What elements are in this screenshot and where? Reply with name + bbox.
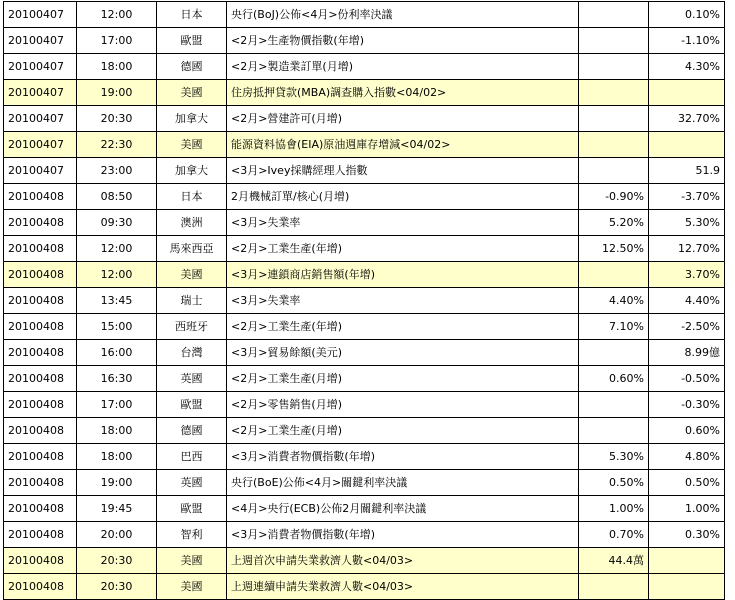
time-cell[interactable]: 17:00 (77, 28, 157, 54)
date-cell[interactable]: 20100408 (4, 340, 77, 366)
forecast-value-cell[interactable] (649, 574, 725, 600)
time-cell[interactable]: 16:00 (77, 340, 157, 366)
previous-value-cell[interactable] (579, 80, 649, 106)
previous-value-cell[interactable]: 12.50% (579, 236, 649, 262)
forecast-value-cell[interactable]: 4.80% (649, 444, 725, 470)
table-row[interactable] (4, 470, 725, 496)
forecast-value-cell[interactable]: 4.30% (649, 54, 725, 80)
country-cell[interactable]: 加拿大 (157, 106, 227, 132)
event-cell[interactable]: <2月>生產物價指數(年增) (227, 28, 579, 54)
table-row[interactable] (4, 184, 725, 210)
time-cell[interactable]: 23:00 (77, 158, 157, 184)
table-row[interactable] (4, 80, 725, 106)
time-cell[interactable]: 20:30 (77, 548, 157, 574)
previous-value-cell[interactable]: 5.30% (579, 444, 649, 470)
country-cell[interactable]: 英國 (157, 366, 227, 392)
date-cell[interactable]: 20100407 (4, 158, 77, 184)
table-row[interactable] (4, 2, 725, 28)
time-cell[interactable]: 19:00 (77, 470, 157, 496)
event-cell[interactable]: <2月>零售銷售(月增) (227, 392, 579, 418)
date-cell[interactable]: 20100407 (4, 54, 77, 80)
previous-value-cell[interactable] (579, 340, 649, 366)
country-cell[interactable]: 澳洲 (157, 210, 227, 236)
previous-value-cell[interactable]: 5.20% (579, 210, 649, 236)
date-cell[interactable]: 20100407 (4, 2, 77, 28)
forecast-value-cell[interactable]: 8.99億 (649, 340, 725, 366)
time-cell[interactable]: 15:00 (77, 314, 157, 340)
forecast-value-cell[interactable]: 12.70% (649, 236, 725, 262)
economic-calendar-table (3, 1, 725, 600)
time-cell[interactable]: 08:50 (77, 184, 157, 210)
time-cell[interactable]: 12:00 (77, 2, 157, 28)
event-cell[interactable]: <3月>失業率 (227, 288, 579, 314)
forecast-value-cell[interactable]: 0.10% (649, 2, 725, 28)
event-cell[interactable]: <2月>工業生產(月增) (227, 366, 579, 392)
previous-value-cell[interactable]: 1.00% (579, 496, 649, 522)
event-cell[interactable]: <3月>貿易餘額(美元) (227, 340, 579, 366)
table-row[interactable] (4, 340, 725, 366)
time-cell[interactable]: 16:30 (77, 366, 157, 392)
event-cell[interactable]: 2月機械訂單/核心(月增) (227, 184, 579, 210)
event-cell[interactable]: 央行(BoE)公佈<4月>關鍵利率決議 (227, 470, 579, 496)
previous-value-cell[interactable] (579, 574, 649, 600)
time-cell[interactable]: 18:00 (77, 54, 157, 80)
previous-value-cell[interactable] (579, 2, 649, 28)
table-row[interactable] (4, 392, 725, 418)
event-cell[interactable]: 上週首次申請失業救濟人數<04/03> (227, 548, 579, 574)
event-cell[interactable]: <2月>製造業訂單(月增) (227, 54, 579, 80)
date-cell[interactable]: 20100407 (4, 132, 77, 158)
forecast-value-cell[interactable]: 4.40% (649, 288, 725, 314)
event-cell[interactable]: <3月>Ivey採購經理人指數 (227, 158, 579, 184)
date-cell[interactable]: 20100408 (4, 236, 77, 262)
country-cell[interactable]: 美國 (157, 262, 227, 288)
previous-value-cell[interactable] (579, 392, 649, 418)
table-row[interactable] (4, 366, 725, 392)
event-cell[interactable]: <4月>央行(ECB)公佈2月關鍵利率決議 (227, 496, 579, 522)
country-cell[interactable]: 歐盟 (157, 392, 227, 418)
country-cell[interactable]: 加拿大 (157, 158, 227, 184)
forecast-value-cell[interactable] (649, 548, 725, 574)
forecast-value-cell[interactable]: 3.70% (649, 262, 725, 288)
country-cell[interactable]: 巴西 (157, 444, 227, 470)
event-cell[interactable]: 上週連續申請失業救濟人數<04/03> (227, 574, 579, 600)
date-cell[interactable]: 20100407 (4, 106, 77, 132)
time-cell[interactable]: 20:30 (77, 106, 157, 132)
forecast-value-cell[interactable]: 51.9 (649, 158, 725, 184)
time-cell[interactable]: 09:30 (77, 210, 157, 236)
time-cell[interactable]: 12:00 (77, 236, 157, 262)
country-cell[interactable]: 智利 (157, 522, 227, 548)
date-cell[interactable]: 20100408 (4, 210, 77, 236)
date-cell[interactable]: 20100408 (4, 392, 77, 418)
country-cell[interactable]: 美國 (157, 548, 227, 574)
forecast-value-cell[interactable]: 32.70% (649, 106, 725, 132)
forecast-value-cell[interactable]: 1.00% (649, 496, 725, 522)
country-cell[interactable]: 美國 (157, 132, 227, 158)
previous-value-cell[interactable] (579, 54, 649, 80)
event-cell[interactable]: <2月>營建許可(月增) (227, 106, 579, 132)
date-cell[interactable]: 20100408 (4, 314, 77, 340)
calendar-body (4, 2, 725, 600)
country-cell[interactable]: 台灣 (157, 340, 227, 366)
time-cell[interactable]: 13:45 (77, 288, 157, 314)
table-row[interactable] (4, 288, 725, 314)
country-cell[interactable]: 德國 (157, 54, 227, 80)
table-row[interactable] (4, 210, 725, 236)
date-cell[interactable]: 20100408 (4, 366, 77, 392)
date-cell[interactable]: 20100408 (4, 470, 77, 496)
table-row[interactable] (4, 314, 725, 340)
table-row[interactable] (4, 158, 725, 184)
date-cell[interactable]: 20100408 (4, 522, 77, 548)
time-cell[interactable]: 12:00 (77, 262, 157, 288)
table-row[interactable] (4, 548, 725, 574)
forecast-value-cell[interactable]: 5.30% (649, 210, 725, 236)
previous-value-cell[interactable]: 7.10% (579, 314, 649, 340)
forecast-value-cell[interactable]: 0.30% (649, 522, 725, 548)
forecast-value-cell[interactable]: -2.50% (649, 314, 725, 340)
country-cell[interactable]: 日本 (157, 2, 227, 28)
date-cell[interactable]: 20100408 (4, 288, 77, 314)
forecast-value-cell[interactable]: -0.30% (649, 392, 725, 418)
forecast-value-cell[interactable] (649, 132, 725, 158)
event-cell[interactable]: 住房抵押貸款(MBA)調查購入指數<04/02> (227, 80, 579, 106)
time-cell[interactable]: 22:30 (77, 132, 157, 158)
event-cell[interactable]: <3月>失業率 (227, 210, 579, 236)
forecast-value-cell[interactable]: -0.50% (649, 366, 725, 392)
time-cell[interactable]: 18:00 (77, 418, 157, 444)
country-cell[interactable]: 日本 (157, 184, 227, 210)
country-cell[interactable]: 歐盟 (157, 28, 227, 54)
table-row[interactable] (4, 444, 725, 470)
date-cell[interactable]: 20100408 (4, 548, 77, 574)
event-cell[interactable]: <3月>連鎖商店銷售額(年增) (227, 262, 579, 288)
table-row[interactable] (4, 262, 725, 288)
table-row[interactable] (4, 496, 725, 522)
table-row[interactable] (4, 236, 725, 262)
time-cell[interactable]: 19:45 (77, 496, 157, 522)
previous-value-cell[interactable] (579, 28, 649, 54)
country-cell[interactable]: 美國 (157, 80, 227, 106)
previous-value-cell[interactable]: 0.50% (579, 470, 649, 496)
country-cell[interactable]: 馬來西亞 (157, 236, 227, 262)
forecast-value-cell[interactable]: 0.50% (649, 470, 725, 496)
table-row[interactable] (4, 28, 725, 54)
date-cell[interactable]: 20100408 (4, 496, 77, 522)
table-row[interactable] (4, 574, 725, 600)
time-cell[interactable]: 20:00 (77, 522, 157, 548)
time-cell[interactable]: 18:00 (77, 444, 157, 470)
previous-value-cell[interactable]: 0.70% (579, 522, 649, 548)
time-cell[interactable]: 17:00 (77, 392, 157, 418)
country-cell[interactable]: 德國 (157, 418, 227, 444)
date-cell[interactable]: 20100408 (4, 262, 77, 288)
country-cell[interactable]: 西班牙 (157, 314, 227, 340)
table-row[interactable] (4, 54, 725, 80)
event-cell[interactable]: <2月>工業生產(年增) (227, 236, 579, 262)
event-cell[interactable]: <3月>消費者物價指數(年增) (227, 444, 579, 470)
date-cell[interactable]: 20100407 (4, 80, 77, 106)
previous-value-cell[interactable] (579, 132, 649, 158)
previous-value-cell[interactable]: 4.40% (579, 288, 649, 314)
country-cell[interactable]: 歐盟 (157, 496, 227, 522)
previous-value-cell[interactable]: -0.90% (579, 184, 649, 210)
forecast-value-cell[interactable]: -3.70% (649, 184, 725, 210)
country-cell[interactable]: 瑞士 (157, 288, 227, 314)
date-cell[interactable]: 20100408 (4, 184, 77, 210)
time-cell[interactable]: 19:00 (77, 80, 157, 106)
table-row[interactable] (4, 106, 725, 132)
previous-value-cell[interactable] (579, 262, 649, 288)
country-cell[interactable]: 美國 (157, 574, 227, 600)
time-cell[interactable]: 20:30 (77, 574, 157, 600)
table-row[interactable] (4, 418, 725, 444)
date-cell[interactable]: 20100408 (4, 444, 77, 470)
date-cell[interactable]: 20100408 (4, 418, 77, 444)
table-row[interactable] (4, 522, 725, 548)
previous-value-cell[interactable] (579, 106, 649, 132)
forecast-value-cell[interactable]: -1.10% (649, 28, 725, 54)
event-cell[interactable]: 央行(BoJ)公佈<4月>份利率決議 (227, 2, 579, 28)
previous-value-cell[interactable] (579, 418, 649, 444)
date-cell[interactable]: 20100407 (4, 28, 77, 54)
forecast-value-cell[interactable] (649, 80, 725, 106)
previous-value-cell[interactable]: 44.4萬 (579, 548, 649, 574)
event-cell[interactable]: <2月>工業生產(月增) (227, 418, 579, 444)
previous-value-cell[interactable]: 0.60% (579, 366, 649, 392)
event-cell[interactable]: 能源資料協會(EIA)原油週庫存增減<04/02> (227, 132, 579, 158)
country-cell[interactable]: 英國 (157, 470, 227, 496)
event-cell[interactable]: <3月>消費者物價指數(年增) (227, 522, 579, 548)
date-cell[interactable]: 20100408 (4, 574, 77, 600)
forecast-value-cell[interactable]: 0.60% (649, 418, 725, 444)
table-row[interactable] (4, 132, 725, 158)
event-cell[interactable]: <2月>工業生產(年增) (227, 314, 579, 340)
previous-value-cell[interactable] (579, 158, 649, 184)
